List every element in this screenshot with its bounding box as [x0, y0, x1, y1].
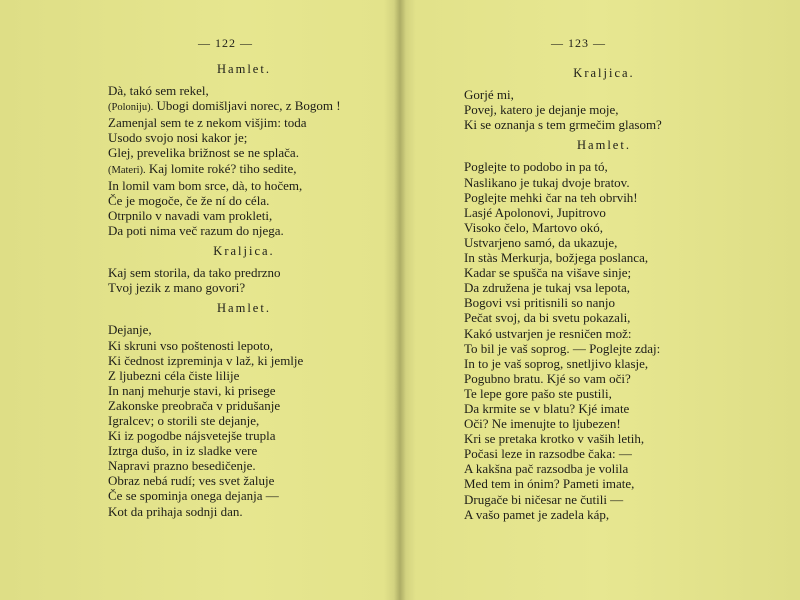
verse-line	[108, 161, 380, 178]
verse-text: Usodo svojo nosi kakor je;	[108, 130, 248, 146]
stage-direction: (Materi).	[108, 164, 146, 176]
verse-line	[108, 413, 380, 428]
verse-text: Poglejte mehki čar na teh obrvih!	[464, 189, 638, 205]
verse-line	[464, 326, 744, 341]
verse-text: Kaj lomite roké? tiho sedite,	[145, 160, 297, 176]
verse-line	[464, 431, 744, 446]
verse-line	[464, 356, 744, 371]
verse-line	[108, 265, 380, 280]
verse-text: Kaj sem storila, da tako predrzno	[108, 265, 281, 281]
right-page	[404, 0, 800, 600]
verse-text: Otrpnilo v navadi vam prokleti,	[108, 207, 273, 223]
left-page	[0, 0, 396, 600]
verse-line	[108, 443, 380, 458]
verse-text: Poglejte to podobo in pa tó,	[464, 159, 608, 175]
verse-text: Če se spominja onega dejanja —	[108, 488, 279, 504]
verse-text: Ubogi domišljavi norec, z Bogom !	[153, 98, 341, 114]
verse-text: Kadar se spušča na višave sinje;	[464, 265, 632, 281]
verse-text: Med tem in ónim? Pameti imate,	[464, 476, 635, 492]
verse-line	[464, 446, 744, 461]
verse-line	[464, 341, 744, 356]
verse-text: In to je vaš soprog, snetljivo klasje,	[464, 355, 649, 371]
verse-line	[108, 115, 380, 130]
verse-line	[108, 504, 380, 519]
verse-line	[108, 383, 380, 398]
verse-line	[464, 205, 744, 220]
verse-line	[108, 178, 380, 193]
verse-text: In lomil vam bom srce, dà, to hočem,	[108, 177, 303, 193]
verse-text: Drugače bi ničesar ne čutili —	[464, 491, 624, 507]
verse-line	[108, 473, 380, 488]
verse-text: Obraz nebá rudí; ves svet žaluje	[108, 473, 275, 489]
verse-line	[108, 398, 380, 413]
verse-text: Igralcev; o storili ste dejanje,	[108, 412, 260, 428]
verse-line	[464, 295, 744, 310]
verse-line	[108, 223, 380, 238]
verse-text: Če je mogoče, če že ní do céla.	[108, 192, 270, 208]
verse-text: A kakšna pač razsodba je volila	[464, 461, 629, 477]
verse-line	[464, 401, 744, 416]
verse-text: To bil je vaš soprog. — Poglejte zdaj:	[464, 340, 661, 356]
right-page-text	[464, 66, 744, 522]
verse-text: Napravi prazno besedičenje.	[108, 458, 256, 474]
verse-line	[464, 416, 744, 431]
verse-text: Da krmite se v blatu? Kjé imate	[464, 400, 630, 416]
verse-text: Oči? Ne imenujte to ljubezen!	[464, 416, 621, 432]
verse-text: Povej, katero je dejanje moje,	[464, 102, 619, 118]
verse-line	[464, 507, 744, 522]
verse-text: Zamenjal sem te z nekom višjim: toda	[108, 115, 307, 131]
verse-text: Glej, prevelika brižnost se ne splača.	[108, 145, 299, 161]
verse-line	[464, 102, 744, 117]
verse-text: Dejanje,	[108, 322, 152, 338]
verse-line	[464, 159, 744, 174]
speaker-heading: Kraljica.	[213, 244, 275, 259]
verse-line	[464, 265, 744, 280]
verse-text: Te lepe gore pašo ste pustili,	[464, 385, 612, 401]
verse-text: Kot da prihaja sodnji dan.	[108, 503, 243, 519]
verse-text: In nanj mehurje stavi, ki prisege	[108, 382, 276, 398]
verse-line	[108, 338, 380, 353]
verse-line	[108, 145, 380, 160]
verse-text: Kakó ustvarjen je resničen mož:	[464, 325, 632, 341]
verse-text: Pečat svoj, da bi svetu pokazali,	[464, 310, 631, 326]
verse-line	[108, 83, 380, 98]
verse-line	[108, 280, 380, 295]
speaker-heading: Hamlet.	[217, 62, 271, 76]
verse-text: Kri se pretaka krotko v vaših letih,	[464, 431, 645, 447]
verse-line	[108, 353, 380, 368]
verse-text: A vašo pamet je zadela káp,	[464, 506, 610, 522]
verse-text: Ki se oznanja s tem grmečim glasom?	[464, 117, 662, 133]
speaker-heading: Hamlet.	[577, 138, 631, 153]
verse-text: Bogovi vsi pritisnili so nanjo	[464, 295, 615, 311]
verse-line	[464, 492, 744, 507]
verse-line	[464, 190, 744, 205]
verse-line	[108, 322, 380, 337]
verse-text: Iztrga dušo, in iz sladke vere	[108, 443, 258, 459]
verse-text: Visoko čelo, Martovo okó,	[464, 219, 603, 235]
verse-line	[464, 235, 744, 250]
left-page-text	[108, 62, 380, 519]
verse-line	[108, 130, 380, 145]
verse-line	[464, 386, 744, 401]
verse-line	[464, 310, 744, 325]
verse-line	[464, 371, 744, 386]
page-number-left: — 122 —	[198, 36, 253, 50]
verse-line	[464, 250, 744, 265]
verse-text: Počasi leze in razsodbe čaka: —	[464, 446, 632, 462]
verse-line	[464, 220, 744, 235]
verse-text: Lasjé Apolonovi, Jupitrovo	[464, 204, 606, 220]
verse-text: Da združena je tukaj vsa lepota,	[464, 280, 631, 296]
speaker-heading: Hamlet.	[217, 301, 271, 316]
verse-text: Zakonske preobrača v pridušanje	[108, 397, 281, 413]
verse-line	[108, 428, 380, 443]
verse-text: Pogubno bratu. Kjé so vam oči?	[464, 370, 631, 386]
verse-line	[464, 87, 744, 102]
verse-text: Da poti nima več razum do njega.	[108, 222, 284, 238]
verse-line	[108, 458, 380, 473]
verse-line	[108, 488, 380, 503]
verse-line	[464, 280, 744, 295]
verse-text: Tvoj jezik z mano govori?	[108, 280, 246, 296]
verse-text: Dà, takó sem rekel,	[108, 83, 209, 99]
verse-text: Ki čednost izpreminja v laž, ki jemlje	[108, 352, 304, 368]
verse-line	[108, 193, 380, 208]
verse-text: Gorjé mi,	[464, 87, 514, 103]
speaker-heading: Kraljica.	[573, 66, 635, 80]
verse-line	[464, 117, 744, 132]
verse-text: Naslikano je tukaj dvoje bratov.	[464, 174, 630, 190]
verse-text: Z ljubezni céla čiste lilije	[108, 367, 240, 383]
verse-text: Ustvarjeno samó, da ukazuje,	[464, 234, 618, 250]
verse-line	[464, 175, 744, 190]
page-number-right: — 123 —	[551, 36, 606, 50]
verse-text: Ki skruni vso poštenosti lepoto,	[108, 337, 274, 353]
verse-text: Ki iz pogodbe nájsvetejše trupla	[108, 428, 276, 444]
verse-line	[108, 368, 380, 383]
verse-line	[464, 461, 744, 476]
stage-direction: (Poloniju).	[108, 102, 154, 114]
verse-line	[464, 476, 744, 491]
verse-text: In stàs Merkurja, božjega poslanca,	[464, 250, 649, 266]
verse-line	[108, 98, 380, 115]
verse-line	[108, 208, 380, 223]
